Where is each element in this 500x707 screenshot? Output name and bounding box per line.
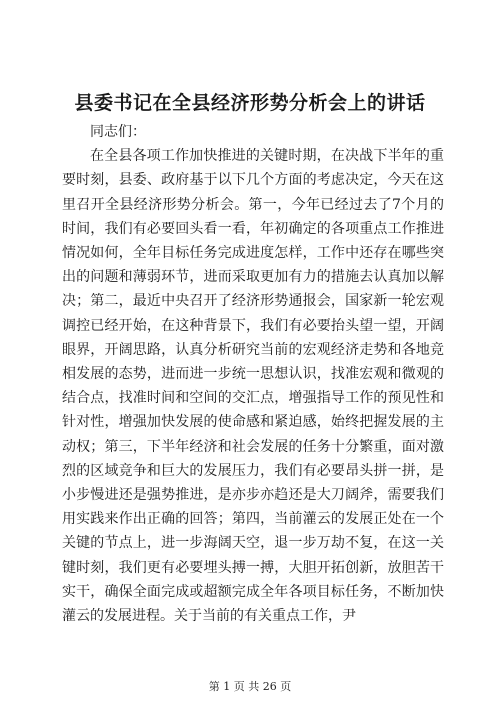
greeting: 同志们： bbox=[90, 124, 146, 140]
body-paragraph: 在全县各项工作加快推进的关键时期，在决战下半年的重要时刻，县委、政府基于以下几个方面的考虑决定，今天在这里召开全县经济形势分析会。第一，今年已经过去了7个月的时间，我们有必要回头看一看，年初确定的各项重点工作推进情况如何，全年目标任务完成进度怎样，工作中还存在哪些突出的问题和薄弱环节，进而采取更加有力的措施去认真加以解决；第二，最近中央召开了经济形势通报会，国家新一轮宏观调控已经开始，在这种背景下，我们有必要抬头望一望，开阔眼界，开阔思路，认真分析研究当前的宏观经济走势和各地竞相发展的态势，进而进一步统一思想认识，找准宏观和微观的结合点，找准时间和空间的交汇点，增强指导工作的预见性和针对性，增强加快发展的使命感和紧迫感，始终把握发展的主动权；第三，下半年经济和社会发展的任务十分繁重，面对激烈的区域竞争和巨大的发展压力，我们有必要昂头拼一拼，是小步慢进还是强势推进，是亦步亦趋还是大刀阔斧，需要我们用实践来作出正确的回答；第四，当前灌云的发展正处在一个关键的节点上，进一步海阔天空，退一步万劫不复，在这一关键时刻，我们更有必要埋头搏一搏，大胆开拓创新，放胆苦干实干，确保全面完成或超额完成全年各项目标任务，不断加快灌云的发展进程。关于当前的有关重点工作，尹 bbox=[62, 148, 444, 625]
document-body bbox=[62, 120, 444, 628]
page-number: 第 1 页 共 26 页 bbox=[208, 680, 292, 693]
document-title: 县委书记在全县经济形势分析会上的讲话 bbox=[74, 92, 426, 114]
